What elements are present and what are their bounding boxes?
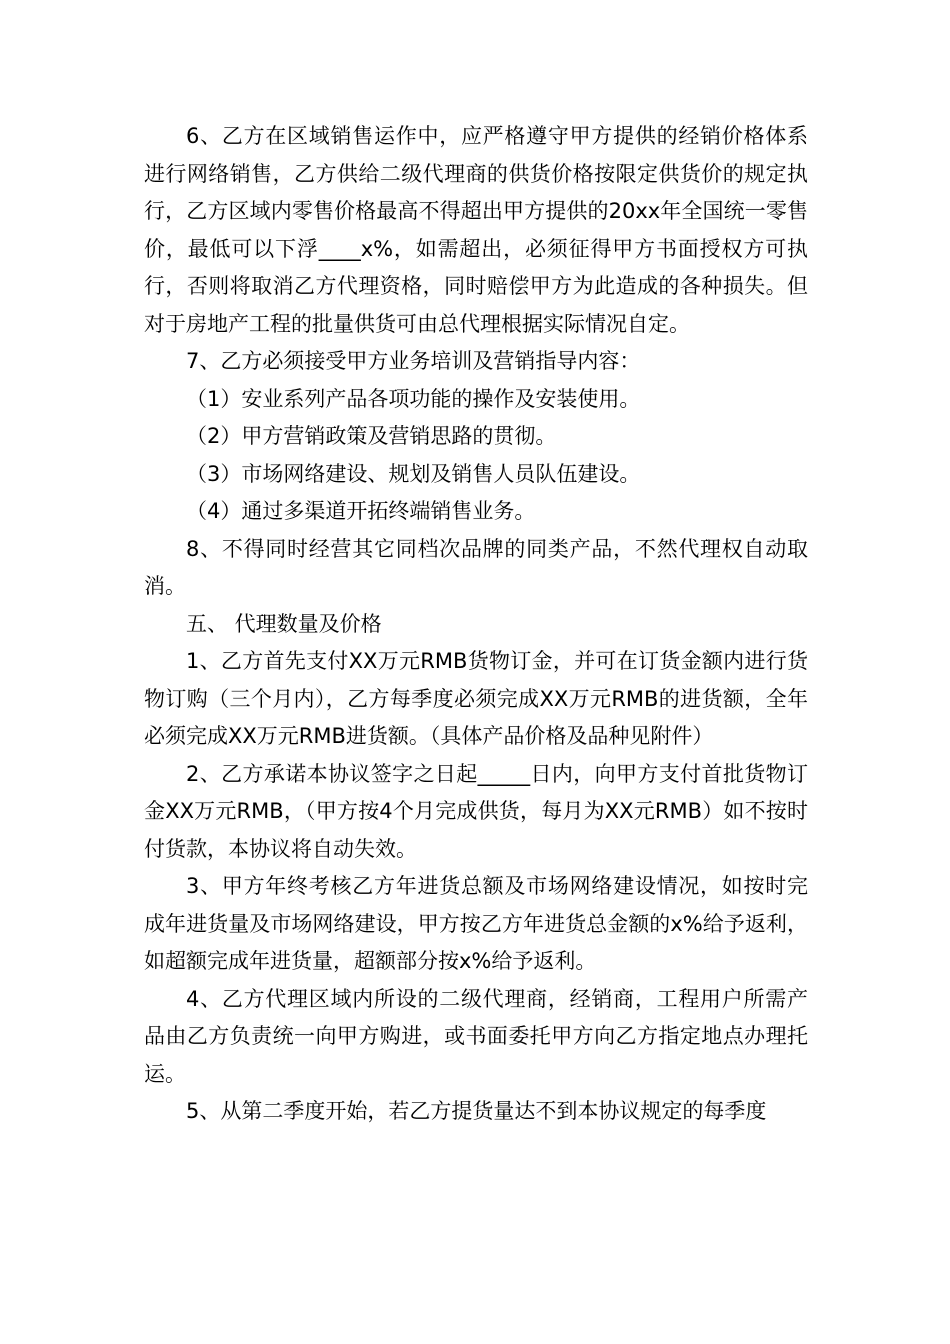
section-5-clause-3: 3、甲方年终考核乙方年进货总额及市场网络建设情况，如按时完成年进货量及市场网络建设，甲方按乙方年进货总金额的x%给予返利，如超额完成年进货量，超额部分按x%给予返利。 [144, 874, 808, 973]
clause-8: 8、不得同时经营其它同档次品牌的同类产品，不然代理权自动取消。 [144, 536, 808, 598]
section-5-clause-5: 5、从第二季度开始，若乙方提货量达不到本协议规定的每季度 [186, 1099, 767, 1123]
clause-7-item-1: （1）安业系列产品各项功能的操作及安装使用。 [186, 386, 641, 411]
clause-7-item-2: （2）甲方营销政策及营销思路的贯彻。 [186, 424, 557, 448]
section-5-clause-4: 4、乙方代理区域内所设的二级代理商，经销商，工程用户所需产品由乙方负责统一向甲方购进，或书面委托甲方向乙方指定地点办理托运。 [144, 986, 808, 1086]
section-heading-5: 五、 代理数量及价格 [186, 611, 382, 636]
section-5-clause-1: 1、乙方首先支付XX万元RMB货物订金，并可在订货金额内进行货物订购（三个月内），乙方每季度必须完成XX万元RMB的进货额，全年必须完成XX万元RMB进货额。（具体产品价格及品种见附件） [144, 649, 808, 748]
section-5-clause-2: 2、乙方承诺本协议签字之日起_____日内，向甲方支付首批货物订金XX万元RMB，（甲方按4个月完成供货，每月为XX元RMB）如不按时付货款，本协议将自动失效。 [144, 761, 808, 861]
clause-6: 6、乙方在区域销售运作中，应严格遵守甲方提供的经销价格体系进行网络销售，乙方供给二级代理商的供货价格按限定供货价的规定执行，乙方区域内零售价格最高不得超出甲方提供的20xx年全国统一零售价，最低可以下浮____x%，如需超出，必须征得甲方书面授权方可执行，否则将取消乙方代理资格，同时赔偿甲方为此造成的各种损失。但对于房地产工程的批量供货可由总代理根据实际情况自定。 [144, 124, 808, 336]
clause-7: 7、乙方必须接受甲方业务培训及营销指导内容： [186, 349, 641, 373]
clause-7-item-3: （3）市场网络建设、规划及销售人员队伍建设。 [186, 461, 641, 486]
document-page [144, 118, 808, 1131]
clause-7-item-4: （4）通过多渠道开拓终端销售业务。 [186, 499, 536, 523]
